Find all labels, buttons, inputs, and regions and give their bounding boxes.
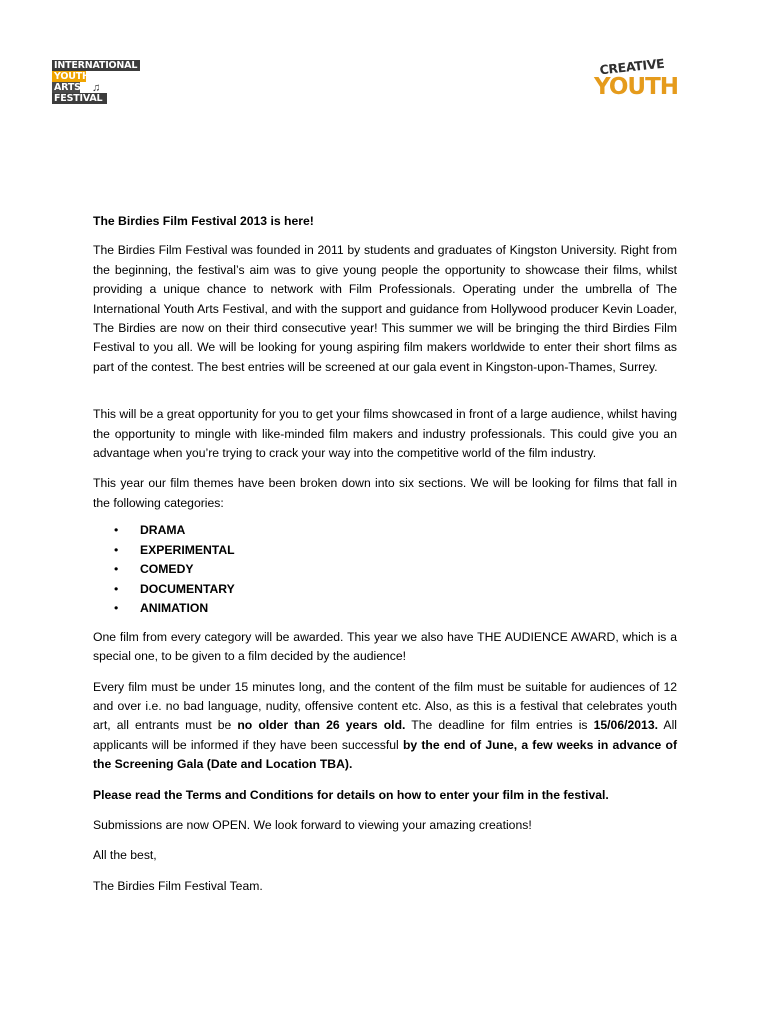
iyaf-figure-icon: ♫ — [92, 82, 101, 94]
creative-youth-logo — [594, 55, 679, 100]
signature: The Birdies Film Festival Team. — [93, 878, 263, 893]
submissions-paragraph: Submissions are now OPEN. We look forward to viewing your amazing creations! — [93, 818, 532, 833]
iyaf-logo-line2: YOUTH — [54, 71, 90, 82]
notification-text: by the end of June, a few weeks in advance of the Screening Gala (Date and Location TBA). — [93, 737, 677, 772]
signoff: All the best, — [93, 848, 157, 863]
rules-paragraph — [93, 678, 677, 775]
creative-youth-logo-top: CREATIVE — [598, 55, 666, 78]
terms-text: Please read the Terms and Conditions for details on how to enter your film in the festival. — [93, 787, 609, 802]
list-item: • DOCUMENTARY — [93, 580, 677, 600]
creative-youth-logo-bottom: YOUTH — [594, 74, 679, 100]
iyaf-logo-line3: ARTS — [54, 82, 81, 93]
letter-title: The Birdies Film Festival 2013 is here! — [93, 214, 314, 228]
award-paragraph: One film from every category will be awarded. This year we also have THE AUDIENCE AWARD, which is a special one, to be given to a film decided by the audience! — [93, 629, 677, 664]
list-item: • DRAMA — [93, 521, 677, 541]
rules-text-3: All applicants will be informed if they have been successful — [93, 718, 677, 752]
iyaf-logo-line1: INTERNATIONAL — [52, 60, 140, 71]
terms-paragraph — [93, 786, 677, 805]
age-limit-text: no older than 26 years old. — [237, 718, 406, 733]
list-item: • ANIMATION — [93, 599, 677, 619]
rules-text-2: The deadline for film entries is — [405, 718, 594, 733]
opportunity-paragraph: This will be a great opportunity for you to get your films showcased in front of a large audience, whilst having the opportunity to mingle with like-minded film makers and industry professionals. This could give you an advantage when you’re trying to crack your way into the competitive world of the film industry. — [93, 407, 677, 461]
list-item: • COMEDY — [93, 560, 677, 580]
iyaf-logo-line4: FESTIVAL — [52, 93, 107, 104]
list-item: • EXPERIMENTAL — [93, 541, 677, 561]
intro-paragraph: The Birdies Film Festival was founded in 2011 by students and graduates of Kingston University. Right from the beginning, the festival’s aim was to give young people the opportunity to showcase their films, whilst providing a unique chance to network with Film Professionals. Operating under the umbrella of The International Youth Arts Festival, and with the support and guidance from Hollywood producer Kevin Loader, The Birdies are now on their third consecutive year! This summer we will be bringing the third Birdies Film Festival to you all. We will be looking for young aspiring film makers worldwide to enter their short films as part of the contest. The best entries will be screened at our gala event in Kingston-upon-Thames, Surrey. — [93, 243, 677, 374]
iyaf-logo — [52, 60, 142, 104]
rules-text-1: Every film must be under 15 minutes long, and the content of the film must be suitable for audiences of 12 and over i.e. no bad language, nudity, offensive content etc. Also, as this is a festival that celebrates youth art, all entrants must be — [93, 679, 677, 733]
letter-body — [93, 212, 677, 896]
category-list — [93, 521, 677, 619]
deadline-date: 15/06/2013. — [593, 718, 658, 733]
themes-paragraph: This year our film themes have been broken down into six sections. We will be looking for films that fall in the following categories: — [93, 476, 677, 510]
